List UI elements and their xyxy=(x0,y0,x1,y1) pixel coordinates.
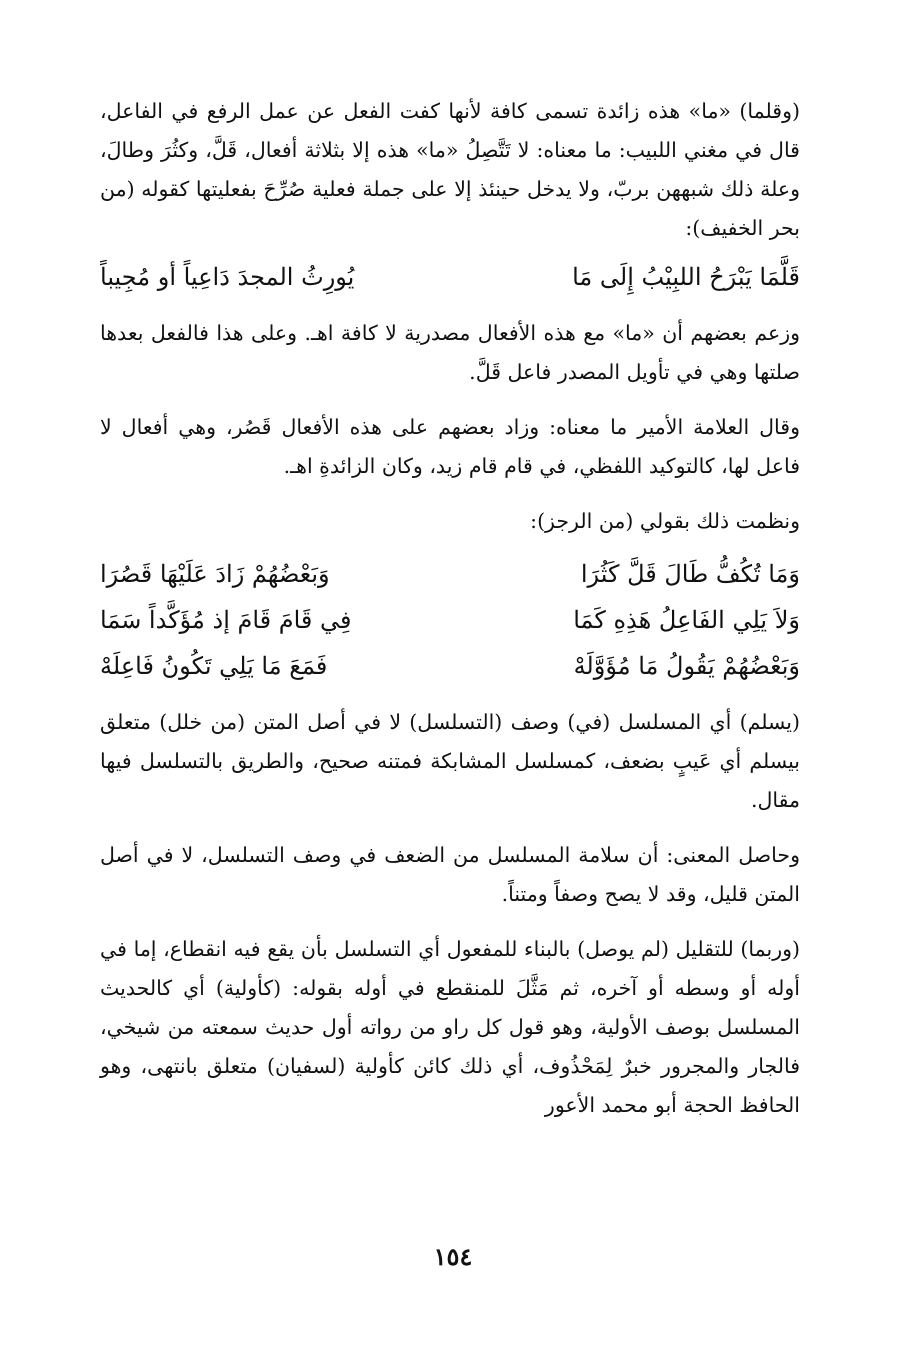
poem-hemistich-second: وَبَعْضُهُمْ زَادَ عَلَيْهَا قَصُرَا xyxy=(100,560,330,588)
poem-hemistich-second: فَمَعَ مَا يَلِي تَكُونُ فَاعِلَهْ xyxy=(100,652,328,680)
poem-verse xyxy=(100,597,800,643)
paragraph-hasil-almana: وحاصل المعنى: أن سلامة المسلسل من الضعف في وصف التسلسل، لا في أصل المتن قليل، وقد لا يصح وصفاً ومتناً. xyxy=(100,843,800,906)
paragraph-rubbama: (وربما) للتقليل (لم يوصل) بالبناء للمفعول أي التسلسل بأن يقع فيه انقطاع، إما في أوله أو وسطه أو آخره، ثم مَثَّلَ للمنقطع في أوله بقوله: (كأولية) أي كالحديث المسلسل بوصف الأولية، وهو قول كل راو من رواته أول حديث سمعته من شيخي، فالجار والمجرور خبرٌ لِمَحْذُوف، أي ذلك كائن كأولية (لسفيان) متعلق بانتهى، وهو الحافظ الحجة أبو محمد الأعور xyxy=(100,937,800,1117)
paragraph-qallama-intro: (وقلما) «ما» هذه زائدة تسمى كافة لأنها كفت الفعل عن عمل الرفع في الفاعل، قال في مغني اللبيب: ما معناه: لا تَتَّصِلُ «ما» هذه إلا بثلاثة أفعال، قَلَّ، وكثُرَ وطالَ، وعلة ذلك شبههن بربّ، ولا يدخل حينئذ إلا على جملة فعلية صُرِّحَ بفعليتها كقوله (من بحر الخفيف): xyxy=(100,99,800,240)
poem-hemistich-second: فِي قَامَ قَامَ إذ مُؤَكَّداً سَمَا xyxy=(100,606,352,634)
paragraph-nazm-intro: ونظمت ذلك بقولي (من الرجز): xyxy=(530,509,800,533)
poem-hemistich-first: وَمَا تُكُفُّ طَالَ قَلَّ كَثُرَا xyxy=(580,560,800,588)
paragraph-masdariya: وزعم بعضهم أن «ما» مع هذه الأفعال مصدرية لا كافة اهـ. وعلى هذا فالفعل بعدها صلتها وهي في تأويل المصدر فاعل قَلَّ. xyxy=(100,321,800,384)
poem-verse-khafif xyxy=(100,254,800,300)
poem-hemistich-first: وَبَعْضُهُمْ يَقُولُ مَا مُؤَوَّلَهْ xyxy=(573,652,800,680)
paragraph-yaslam: (يسلم) أي المسلسل (في) وصف (التسلسل) لا في أصل المتن (من خلل) متعلق بيسلم أي عَيبٍ بضعف، كمسلسل المشابكة فمتنه صحيح، والطريق بالتسلسل فيها مقال. xyxy=(100,710,800,812)
poem-rajaz xyxy=(100,551,800,689)
poem-verse xyxy=(100,643,800,689)
poem-hemistich-first: قَلَّمَا يَبْرَحُ اللبِيْبُ إِلَى مَا xyxy=(572,263,800,291)
poem-hemistich-second: يُورِثُ المجدَ دَاعِياً أو مُجِيباً xyxy=(100,263,355,291)
poem-verse xyxy=(100,551,800,597)
page-number: ١٥٤ xyxy=(433,1242,473,1271)
book-page xyxy=(100,92,800,1125)
poem-hemistich-first: وَلاَ يَلِي الفَاعِلُ هَذِهِ كَمَا xyxy=(573,606,800,634)
paragraph-amir: وقال العلامة الأمير ما معناه: وزاد بعضهم على هذه الأفعال قَصُر، وهي أفعال لا فاعل لها، كالتوكيد اللفظي، في قام قام زيد، وكان الزائدةِ اهـ. xyxy=(100,415,800,478)
